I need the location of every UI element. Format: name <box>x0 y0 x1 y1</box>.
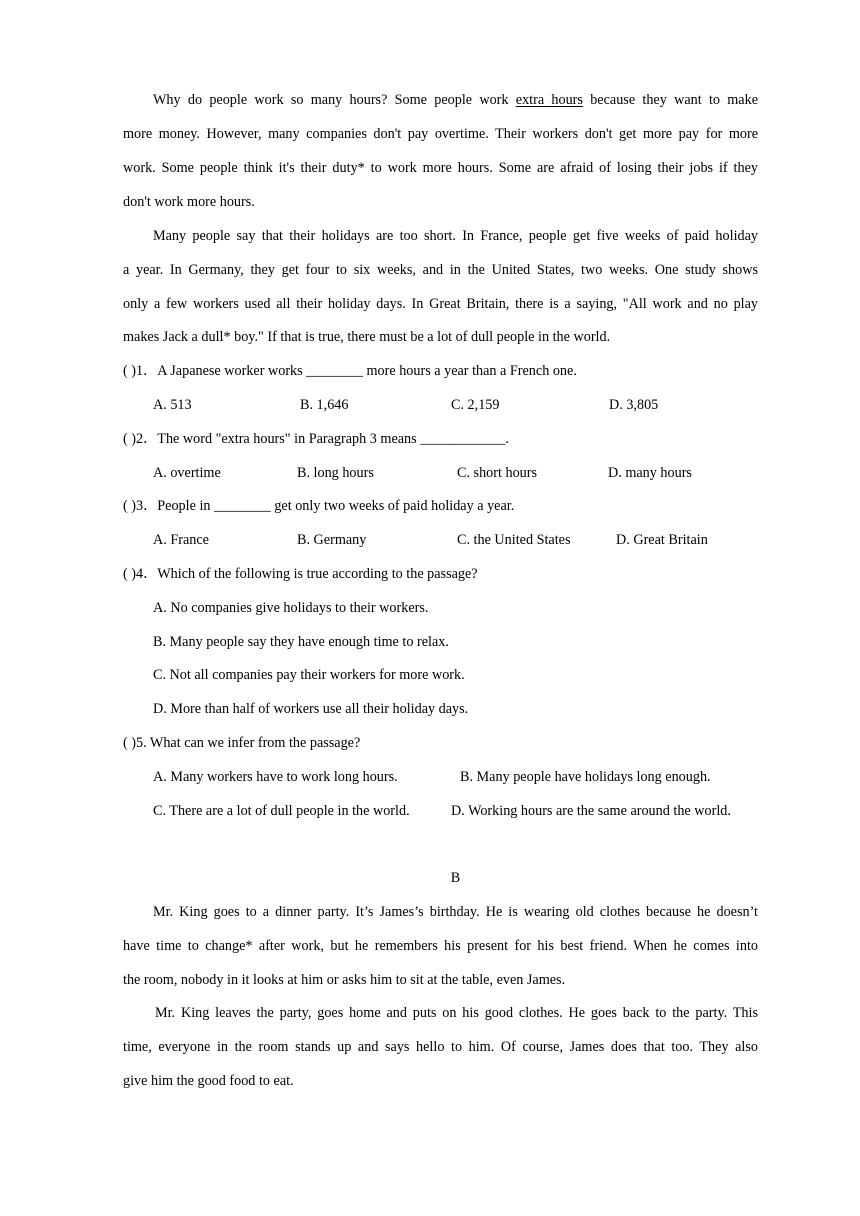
q5-option-c: C. There are a lot of dull people in the world. <box>153 803 410 819</box>
paragraph-b2-line-2: time, everyone in the room stands up and says hello to him. Of course, James does that too. They also <box>123 1039 758 1055</box>
paragraph-a1-line-1 <box>153 90 758 110</box>
q5-option-d: D. Working hours are the same around the world. <box>451 803 731 819</box>
text: because they want to make <box>582 92 758 108</box>
q1-option-a: A. 513 <box>153 397 192 413</box>
paragraph-b1-line-3: the room, nobody in it looks at him or asks him to sit at the table, even James. <box>123 972 566 988</box>
q1-option-b: B. 1,646 <box>300 397 349 413</box>
q3-option-d: D. Great Britain <box>616 532 708 548</box>
text: Why do people work so many hours? Some people work <box>153 92 516 108</box>
paragraph-a2-line-2: a year. In Germany, they get four to six weeks, and in the United States, two weeks. One study shows <box>123 262 758 278</box>
q1-option-d: D. 3,805 <box>609 397 659 413</box>
q2-option-d: D. many hours <box>608 465 692 481</box>
q5-option-a: A. Many workers have to work long hours. <box>153 769 398 785</box>
question-3: ( )3．People in ________ get only two weeks of paid holiday a year. <box>123 498 515 514</box>
question-4: ( )4．Which of the following is true according to the passage? <box>123 566 478 582</box>
paragraph-a1-line-3: work. Some people think it's their duty* to work more hours. Some are afraid of losing their jobs if they <box>123 160 758 176</box>
paragraph-a2-line-4: makes Jack a dull* boy." If that is true, there must be a lot of dull people in the world. <box>123 329 611 345</box>
q4-option-b: B. Many people say they have enough time to relax. <box>153 634 449 650</box>
q5-option-b: B. Many people have holidays long enough. <box>460 769 711 785</box>
paragraph-b1-line-2: have time to change* after work, but he remembers his present for his best friend. When he comes into <box>123 938 758 954</box>
question-1: ( )1．A Japanese worker works ________ more hours a year than a French one. <box>123 363 577 379</box>
paragraph-a1-line-4: don't work more hours. <box>123 194 255 210</box>
q4-option-c: C. Not all companies pay their workers for more work. <box>153 667 465 683</box>
q3-option-b: B. Germany <box>297 532 367 548</box>
q2-option-c: C. short hours <box>457 465 538 481</box>
question-5: ( )5. What can we infer from the passage? <box>123 735 361 751</box>
underlined-phrase: extra hours <box>515 92 583 108</box>
q3-option-a: A. France <box>153 532 209 548</box>
q3-option-c: C. the United States <box>457 532 571 548</box>
question-2: ( )2．The word "extra hours" in Paragraph 3 means ____________. <box>123 431 509 447</box>
q2-option-b: B. long hours <box>297 465 374 481</box>
paragraph-a2-line-1: Many people say that their holidays are too short. In France, people get five weeks of paid holiday <box>153 228 758 244</box>
paragraph-a1-line-2: more money. However, many companies don't pay overtime. Their workers don't get more pay for more <box>123 126 758 142</box>
q4-option-a: A. No companies give holidays to their workers. <box>153 600 429 616</box>
paragraph-b2-line-3: give him the good food to eat. <box>123 1073 294 1089</box>
q2-option-a: A. overtime <box>153 465 221 481</box>
paragraph-b2-line-1: Mr. King leaves the party, goes home and puts on his good clothes. He goes back to the party. This <box>155 1005 758 1021</box>
section-b-heading: B <box>450 870 461 886</box>
paragraph-a2-line-3: only a few workers used all their holiday days. In Great Britain, there is a saying, "All work and no play <box>123 296 758 312</box>
paragraph-b1-line-1: Mr. King goes to a dinner party. It’s James’s birthday. He is wearing old clothes because he doesn’t <box>153 904 758 920</box>
q1-option-c: C. 2,159 <box>451 397 500 413</box>
q4-option-d: D. More than half of workers use all their holiday days. <box>153 701 469 717</box>
